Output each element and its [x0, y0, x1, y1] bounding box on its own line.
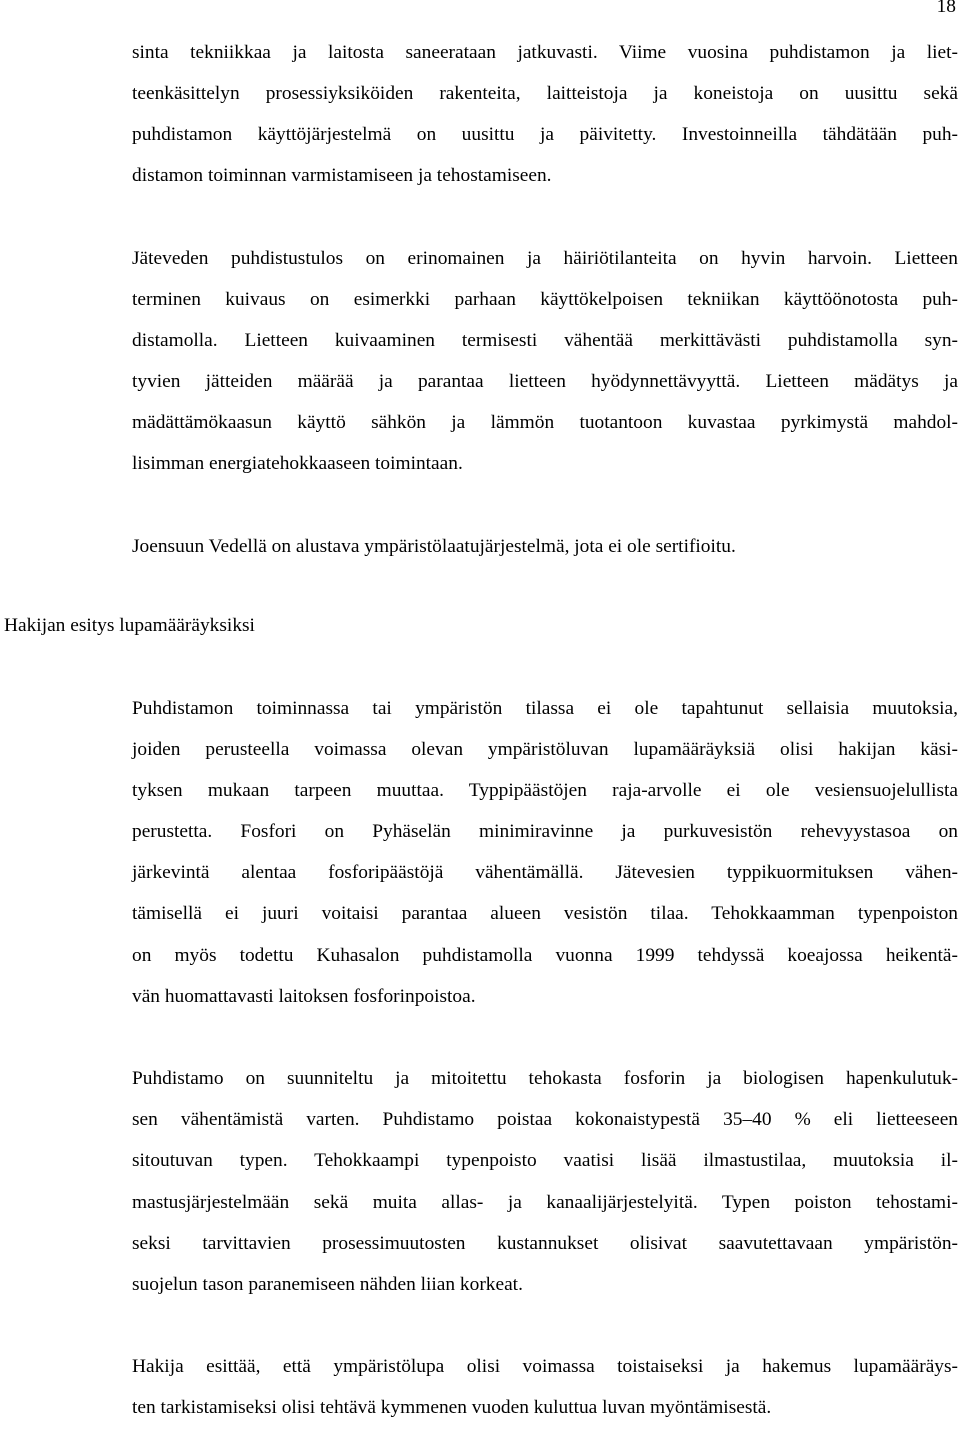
text-line: tyksen mukaan tarpeen muuttaa. Typpipäästöjen raja-arvolle ei ole vesiensuojelullista — [132, 780, 958, 802]
paragraph — [132, 32, 958, 196]
text-line: on myös todettu Kuhasalon puhdistamolla vuonna 1999 tehdyssä koeajossa heikentä- — [132, 944, 958, 966]
document-body-bottom — [132, 688, 958, 1429]
text-line: Puhdistamo on suunniteltu ja mitoitettu tehokasta fosforin ja biologisen hapenkulutuk- — [132, 1068, 958, 1090]
text-line: sinta tekniikkaa ja laitosta saneerataan jatkuvasti. Viime vuosina puhdistamon ja liet- — [132, 42, 958, 63]
text-line: mädättämökaasun käyttö sähkön ja lämmön tuotantoon kuvastaa pyrkimystä mahdol- — [132, 412, 958, 434]
text-line: Jäteveden puhdistustulos on erinomainen ja häiriötilanteita on hyvin harvoin. Lietteen — [132, 247, 958, 269]
text-line: vän huomattavasti laitoksen fosforinpoistoa. — [132, 985, 476, 1007]
text-line: sitoutuvan typen. Tehokkaampi typenpoisto vaatisi lisää ilmastustilaa, muutoksia il- — [132, 1150, 958, 1172]
text-line: järkevintä alentaa fosforipäästöjä vähentämällä. Jätevesien typpikuormituksen vähen- — [132, 862, 958, 884]
paragraph — [132, 688, 958, 1017]
text-line: tyvien jätteiden määrää ja parantaa lietteen hyödynnettävyyttä. Lietteen mädätys ja — [132, 371, 958, 393]
text-line: suojelun tason paranemiseen nähden liian korkeat. — [132, 1273, 523, 1295]
document-body-top — [132, 32, 958, 567]
text-line: Hakija esittää, että ympäristölupa olisi voimassa toistaiseksi ja hakemus lupamääräys- — [132, 1356, 958, 1378]
text-line: ten tarkistamiseksi olisi tehtävä kymmenen vuoden kuluttua luvan myöntämisestä. — [132, 1397, 772, 1419]
paragraph — [132, 526, 958, 567]
text-line: perustetta. Fosfori on Pyhäselän minimiravinne ja purkuvesistön rehevyystasoa on — [132, 821, 958, 843]
text-line: sen vähentämistä varten. Puhdistamo poistaa kokonaistypestä 35–40 % eli lietteeseen — [132, 1109, 958, 1131]
text-line: joiden perusteella voimassa olevan ympäristöluvan lupamääräyksiä olisi hakijan käsi- — [132, 739, 958, 761]
paragraph — [132, 1058, 958, 1305]
text-line: teenkäsittelyn prosessiyksiköiden rakenteita, laitteistoja ja koneistoja on uusittu sekä — [132, 83, 958, 105]
page-number: 18 — [936, 0, 956, 17]
text-line: lisimman energiatehokkaaseen toimintaan. — [132, 453, 463, 475]
text-line: distamolla. Lietteen kuivaaminen termisesti vähentää merkittävästi puhdistamolla syn- — [132, 330, 958, 352]
text-line: mastusjärjestelmään sekä muita allas- ja kanaalijärjestelyitä. Typen poiston tehostami- — [132, 1191, 958, 1213]
text-line: seksi tarvittavien prosessimuutosten kustannukset olisivat saavutettavaan ympäristön- — [132, 1232, 958, 1254]
paragraph — [132, 1346, 958, 1428]
text-line: terminen kuivaus on esimerkki parhaan käyttökelpoisen tekniikan käyttöönotosta puh- — [132, 288, 958, 310]
paragraph — [132, 238, 958, 485]
text-line: puhdistamon käyttöjärjestelmä on uusittu ja päivitetty. Investoinneilla tähdätään puh- — [132, 124, 958, 146]
text-line: Joensuun Vedellä on alustava ympäristölaatujärjestelmä, jota ei ole sertifioitu. — [132, 535, 736, 557]
text-line: distamon toiminnan varmistamiseen ja tehostamiseen. — [132, 165, 552, 187]
text-line: Puhdistamon toiminnassa tai ympäristön tilassa ei ole tapahtunut sellaisia muutoksia, — [132, 698, 958, 719]
text-line: tämisellä ei juuri voitaisi parantaa alueen vesistön tilaa. Tehokkaamman typenpoiston — [132, 903, 958, 925]
section-heading: Hakijan esitys lupamääräyksiksi — [4, 615, 255, 636]
